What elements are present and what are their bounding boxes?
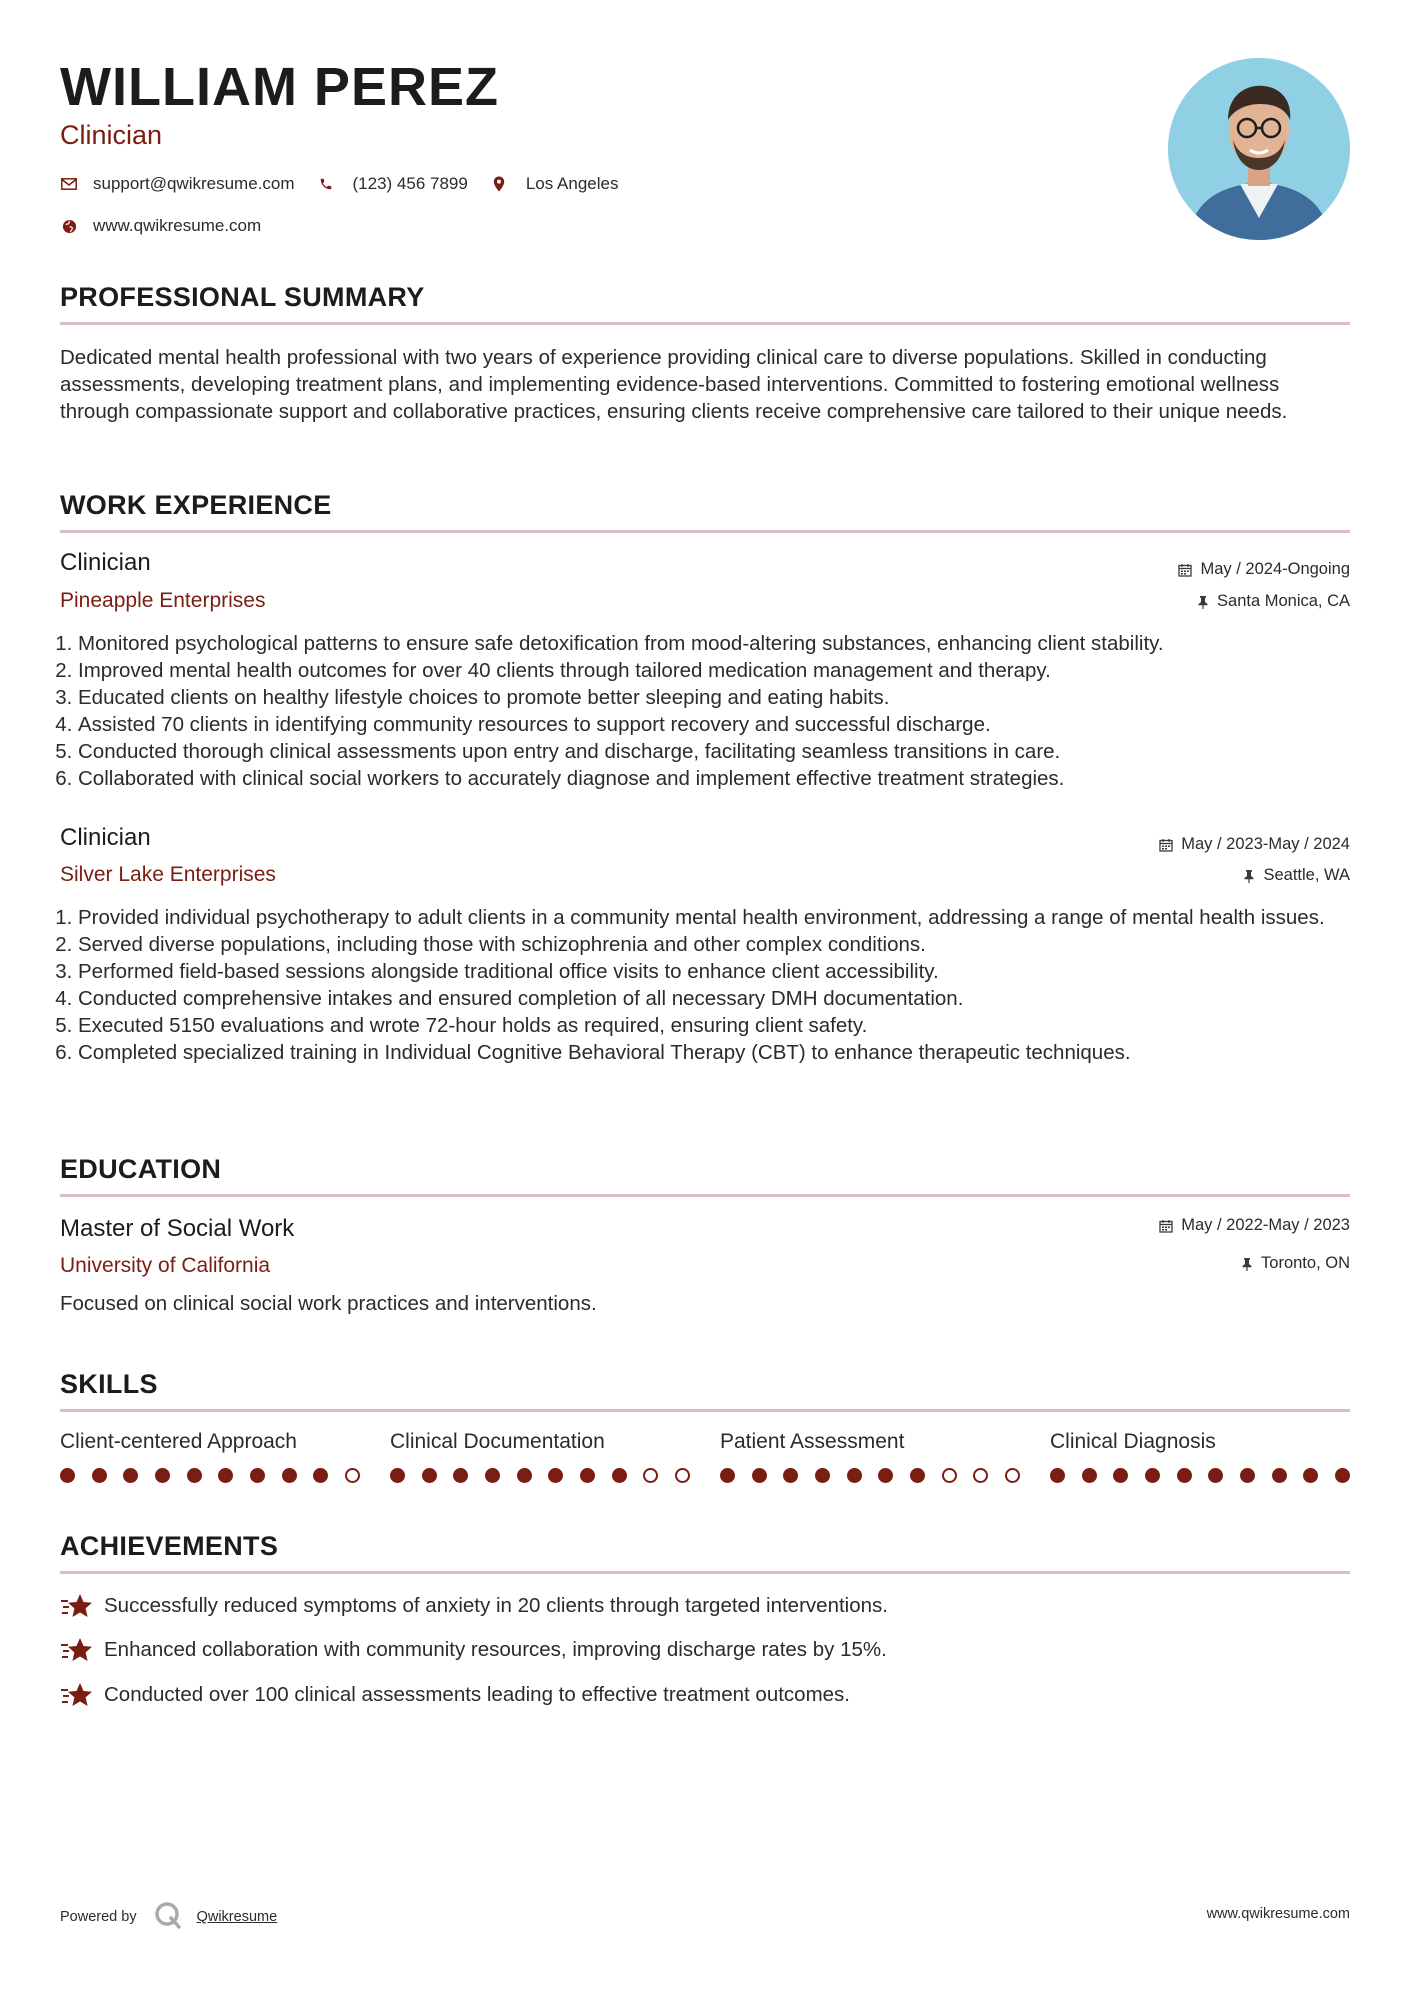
job-1-location-text: Santa Monica, CA (1217, 592, 1350, 610)
rating-dot-filled (1113, 1468, 1128, 1483)
rating-dot-filled (485, 1468, 500, 1483)
rating-dot-filled (878, 1468, 893, 1483)
rating-dot-filled (752, 1468, 767, 1483)
rating-dot-empty (643, 1468, 658, 1483)
rating-dot-filled (155, 1468, 170, 1483)
rating-dot-filled (313, 1468, 328, 1483)
experience-title: WORK EXPERIENCE (60, 490, 332, 520)
skill-rating (390, 1468, 690, 1483)
contact-row-2 (60, 216, 283, 236)
achievements-title: ACHIEVEMENTS (60, 1531, 279, 1561)
achievement-text: Successfully reduced symptoms of anxiety in 20 clients through targeted interventions. (104, 1594, 888, 1617)
achievement-item (60, 1681, 850, 1709)
rating-dot-empty (345, 1468, 360, 1483)
list-item: 6. Collaborated with clinical social workers to accurately diagnose and implement effective treatment strategies. (78, 765, 1368, 792)
rating-dot-filled (250, 1468, 265, 1483)
calendar-icon (1178, 563, 1192, 577)
job-1-dates-text: May / 2024-Ongoing (1200, 560, 1350, 578)
job-1-company: Pineapple Enterprises (60, 589, 266, 612)
rating-dot-filled (847, 1468, 862, 1483)
skill-rating (720, 1468, 1020, 1483)
summary-title: PROFESSIONAL SUMMARY (60, 282, 425, 312)
rating-dot-empty (973, 1468, 988, 1483)
achievement-text: Conducted over 100 clinical assessments leading to effective treatment outcomes. (104, 1683, 850, 1706)
email-text: support@qwikresume.com (93, 174, 295, 193)
list-item: 3. Educated clients on healthy lifestyle choices to promote better sleeping and eating habits. (78, 684, 1368, 711)
skill-item (390, 1430, 690, 1483)
rating-dot-filled (1208, 1468, 1223, 1483)
rating-dot-filled (910, 1468, 925, 1483)
rating-dot-filled (548, 1468, 563, 1483)
job-2-dates-text: May / 2023-May / 2024 (1181, 835, 1350, 853)
rating-dot-filled (453, 1468, 468, 1483)
list-item: 4. Assisted 70 clients in identifying community resources to support recovery and successful discharge. (78, 711, 1368, 738)
rating-dot-empty (942, 1468, 957, 1483)
skill-item (60, 1430, 360, 1483)
contact-location (490, 174, 619, 194)
education-school: University of California (60, 1254, 271, 1277)
skill-rating (60, 1468, 360, 1483)
rating-dot-filled (1177, 1468, 1192, 1483)
education-dates-text: May / 2022-May / 2023 (1181, 1216, 1350, 1234)
skills-grid (60, 1430, 1350, 1483)
job-2-location-text: Seattle, WA (1263, 866, 1350, 884)
profile-photo (1168, 58, 1350, 240)
rating-dot-filled (282, 1468, 297, 1483)
rating-dot-filled (187, 1468, 202, 1483)
brand-link[interactable]: Qwikresume (196, 1909, 278, 1925)
education-location (1241, 1254, 1350, 1273)
achievement-item (60, 1636, 887, 1664)
skill-name: Patient Assessment (720, 1430, 905, 1453)
education-divider (60, 1194, 1350, 1197)
rating-dot-filled (517, 1468, 532, 1483)
phone-text: (123) 456 7899 (352, 174, 468, 193)
candidate-role: Clinician (60, 120, 163, 150)
education-dates (1159, 1216, 1350, 1235)
resume-page (60, 0, 1350, 1990)
skill-name: Client-centered Approach (60, 1430, 297, 1453)
education-degree: Master of Social Work (60, 1215, 295, 1242)
website-text: www.qwikresume.com (93, 216, 262, 235)
rating-dot-filled (1145, 1468, 1160, 1483)
skill-name: Clinical Documentation (390, 1430, 605, 1453)
pushpin-icon (1241, 1257, 1253, 1271)
map-pin-icon (490, 175, 508, 193)
contact-phone[interactable] (317, 174, 468, 194)
rating-dot-empty (1005, 1468, 1020, 1483)
list-item: 1. Provided individual psychotherapy to adult clients in a community mental health environment, addressing a range of mental health issues. (78, 904, 1368, 931)
achievements-divider (60, 1571, 1350, 1574)
job-2-bullets (60, 904, 1368, 1066)
star-icon (60, 1681, 94, 1709)
rating-dot-filled (390, 1468, 405, 1483)
list-item: 2. Improved mental health outcomes for over 40 clients through tailored medication management and therapy. (78, 657, 1368, 684)
list-item: 1. Monitored psychological patterns to ensure safe detoxification from mood-altering substances, enhancing client stability. (78, 630, 1368, 657)
achievement-text: Enhanced collaboration with community resources, improving discharge rates by 15%. (104, 1638, 887, 1661)
skills-title: SKILLS (60, 1369, 158, 1399)
skill-name: Clinical Diagnosis (1050, 1430, 1216, 1453)
job-1-dates (1178, 560, 1350, 579)
skills-divider (60, 1409, 1350, 1412)
pushpin-icon (1243, 869, 1255, 883)
rating-dot-filled (1050, 1468, 1065, 1483)
job-2-company: Silver Lake Enterprises (60, 863, 276, 886)
list-item: 4. Conducted comprehensive intakes and ensured completion of all necessary DMH documentation. (78, 985, 1368, 1012)
rating-dot-filled (422, 1468, 437, 1483)
skill-item (1050, 1430, 1350, 1483)
rating-dot-filled (1303, 1468, 1318, 1483)
pushpin-icon (1197, 595, 1209, 609)
envelope-icon (60, 175, 78, 193)
contact-row-1 (60, 174, 640, 194)
rating-dot-filled (1335, 1468, 1350, 1483)
qwikresume-logo-icon (153, 1900, 183, 1934)
job-1-bullets (60, 630, 1368, 792)
rating-dot-filled (123, 1468, 138, 1483)
job-1-title: Clinician (60, 549, 151, 576)
rating-dot-filled (612, 1468, 627, 1483)
calendar-icon (1159, 838, 1173, 852)
rating-dot-filled (1272, 1468, 1287, 1483)
rating-dot-filled (580, 1468, 595, 1483)
star-icon (60, 1636, 94, 1664)
contact-email[interactable] (60, 174, 295, 194)
calendar-icon (1159, 1219, 1173, 1233)
footer-url[interactable]: www.qwikresume.com (1206, 1906, 1350, 1922)
job-2-location (1243, 866, 1350, 885)
footer-powered-by (60, 1900, 277, 1934)
education-title: EDUCATION (60, 1154, 222, 1184)
list-item: 5. Executed 5150 evaluations and wrote 72-hour holds as required, ensuring client safety. (78, 1012, 1368, 1039)
globe-icon (60, 217, 78, 235)
achievement-item (60, 1592, 888, 1620)
list-item: 6. Completed specialized training in Individual Cognitive Behavioral Therapy (CBT) to enhance therapeutic techniques. (78, 1039, 1368, 1066)
job-2-title: Clinician (60, 824, 151, 851)
skill-rating (1050, 1468, 1350, 1483)
rating-dot-empty (675, 1468, 690, 1483)
summary-text: Dedicated mental health professional with two years of experience providing clinical care to diverse populations. Skilled in conducting assessments, developing treatment plans, and implementing evidence-based interventions. Committed to fostering emotional wellness through compassionate support and collaborative practices, ensuring clients receive comprehensive care tailored to their unique needs. (60, 346, 1288, 423)
candidate-name: WILLIAM PEREZ (60, 57, 499, 117)
experience-divider (60, 530, 1350, 533)
rating-dot-filled (783, 1468, 798, 1483)
skill-item (720, 1430, 1020, 1483)
star-icon (60, 1592, 94, 1620)
job-1-location (1197, 592, 1350, 611)
rating-dot-filled (1240, 1468, 1255, 1483)
education-description: Focused on clinical social work practices and interventions. (60, 1292, 597, 1315)
rating-dot-filled (218, 1468, 233, 1483)
rating-dot-filled (1082, 1468, 1097, 1483)
job-2-dates (1159, 835, 1350, 854)
rating-dot-filled (815, 1468, 830, 1483)
list-item: 2. Served diverse populations, including those with schizophrenia and other complex conditions. (78, 931, 1368, 958)
list-item: 3. Performed field-based sessions alongside traditional office visits to enhance client accessibility. (78, 958, 1368, 985)
rating-dot-filled (720, 1468, 735, 1483)
rating-dot-filled (60, 1468, 75, 1483)
powered-by-label: Powered by (60, 1909, 137, 1925)
summary-divider (60, 322, 1350, 325)
list-item: 5. Conducted thorough clinical assessments upon entry and discharge, facilitating seamless transitions in care. (78, 738, 1368, 765)
location-text: Los Angeles (525, 174, 619, 193)
phone-icon (317, 175, 335, 193)
rating-dot-filled (92, 1468, 107, 1483)
contact-website[interactable] (60, 216, 261, 236)
education-location-text: Toronto, ON (1261, 1254, 1350, 1272)
